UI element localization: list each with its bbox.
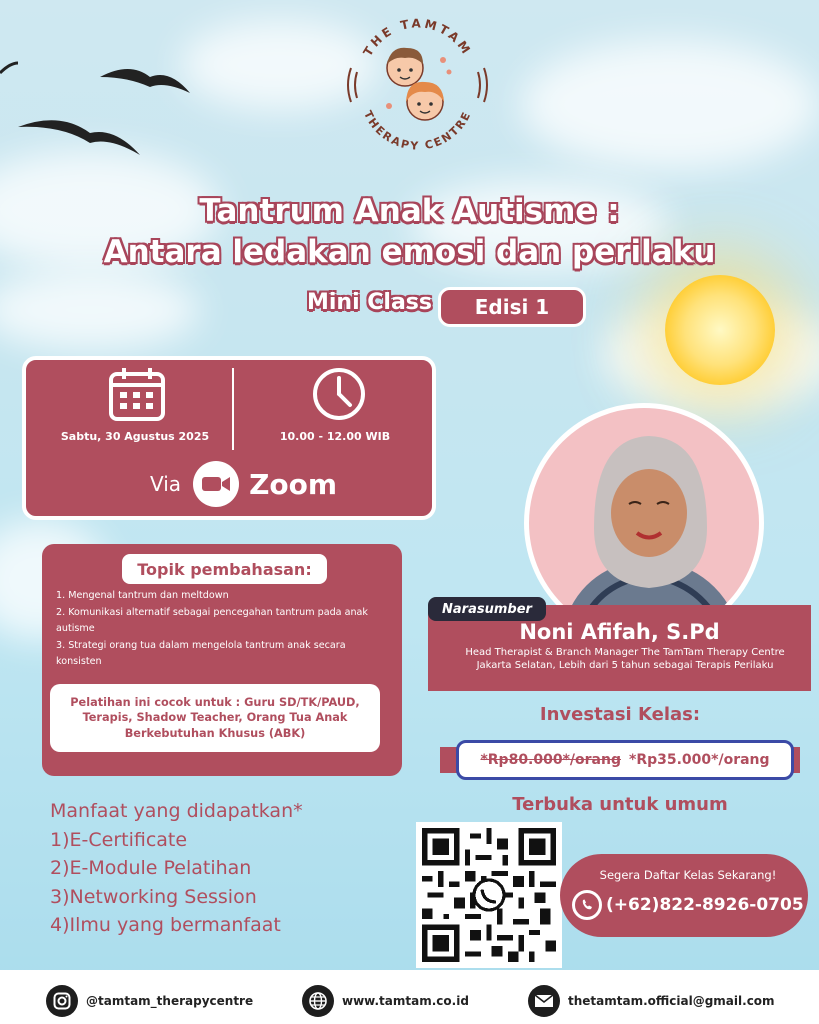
benefits-heading: Manfaat yang didapatkan*: [50, 800, 303, 822]
price-box: [456, 740, 794, 780]
topic-item: 3. Strategi orang tua dalam mengelola tantrum anak secara konsisten: [56, 639, 346, 667]
email-link: thetamtam.official@gmail.com: [568, 994, 775, 1008]
topics-heading-pill: [122, 554, 327, 584]
benefit-item: 3)Networking Session: [50, 885, 257, 908]
contact-cta: Segera Daftar Kelas Sekarang!: [599, 868, 777, 882]
logo-bottom-text: THERAPY CENTRE: [361, 108, 474, 153]
footer-instagram[interactable]: [46, 985, 253, 1017]
open-note: Terbuka untuk umum: [512, 794, 728, 815]
whatsapp-icon: [572, 890, 602, 920]
benefit-item: 2)E-Module Pelatihan: [50, 857, 252, 879]
benefits-list: [50, 797, 303, 940]
event-divider: [232, 368, 234, 450]
topics-heading: Topik pembahasan:: [137, 559, 312, 579]
calendar-icon: [108, 366, 166, 422]
sun-decoration: [665, 275, 775, 385]
logo: [345, 10, 490, 160]
investment-heading: Investasi Kelas:: [539, 704, 701, 725]
speaker-bio: Head Therapist & Branch Manager The TamTam Therapy Centre Jakarta Selatan, Lebih dari 5 tahun sebagai Terapis Perilaku: [465, 647, 785, 672]
suitability-box: [50, 684, 380, 752]
new-price: *Rp35.000*/orang: [629, 752, 770, 768]
speaker-label: Narasumber: [442, 601, 532, 617]
zoom-icon: [193, 461, 239, 507]
logo-top-text: THE TAMTAM: [360, 16, 475, 59]
contact-phone: (+62)822-8926-0705: [606, 895, 804, 915]
speaker-label-pill: [428, 597, 546, 621]
benefit-item: 4)Ilmu yang bermanfaat: [50, 914, 281, 936]
birds-decoration: [0, 55, 200, 175]
old-price: *Rp80.000*/orang: [480, 752, 621, 768]
title-line-1: Tantrum Anak Autisme :: [199, 193, 620, 229]
topics-list: [56, 588, 394, 671]
globe-icon: [302, 985, 334, 1017]
event-date: Sabtu, 30 Agustus 2025: [60, 430, 210, 443]
speaker-name: Noni Afifah, S.Pd: [519, 620, 720, 644]
qr-code[interactable]: [416, 822, 562, 968]
instagram-handle: @tamtam_therapycentre: [86, 994, 254, 1008]
mail-icon: [528, 985, 560, 1017]
contact-phone-row[interactable]: [572, 890, 804, 920]
benefit-item: 1)E-Certificate: [50, 828, 188, 851]
footer-website[interactable]: [302, 985, 469, 1017]
zoom-label: Zoom: [249, 467, 338, 501]
topic-item: 1. Mengenal tantrum dan meltdown: [56, 590, 229, 601]
suitability-text: Pelatihan ini cocok untuk : Guru SD/TK/PAUD, Terapis, Shadow Teacher, Orang Tua Anak Berkebutuhan Khusus (ABK): [70, 695, 360, 740]
topic-item: 2. Komunikasi alternatif sebagai pencegahan tantrum pada anak autisme: [56, 606, 368, 634]
clock-icon: [311, 366, 367, 422]
footer-email[interactable]: [528, 985, 775, 1017]
title-line-2: Antara ledakan emosi dan perilaku: [103, 234, 716, 270]
instagram-icon: [46, 985, 78, 1017]
via-label: Via: [150, 472, 182, 496]
zoom-row: [150, 461, 337, 507]
website-link: www.tamtam.co.id: [342, 994, 469, 1008]
event-time: 10.00 - 12.00 WIB: [279, 430, 391, 443]
mini-class-label: Mini Class: [306, 290, 432, 315]
edition-badge: [438, 287, 586, 327]
edition-label: Edisi 1: [474, 295, 550, 319]
